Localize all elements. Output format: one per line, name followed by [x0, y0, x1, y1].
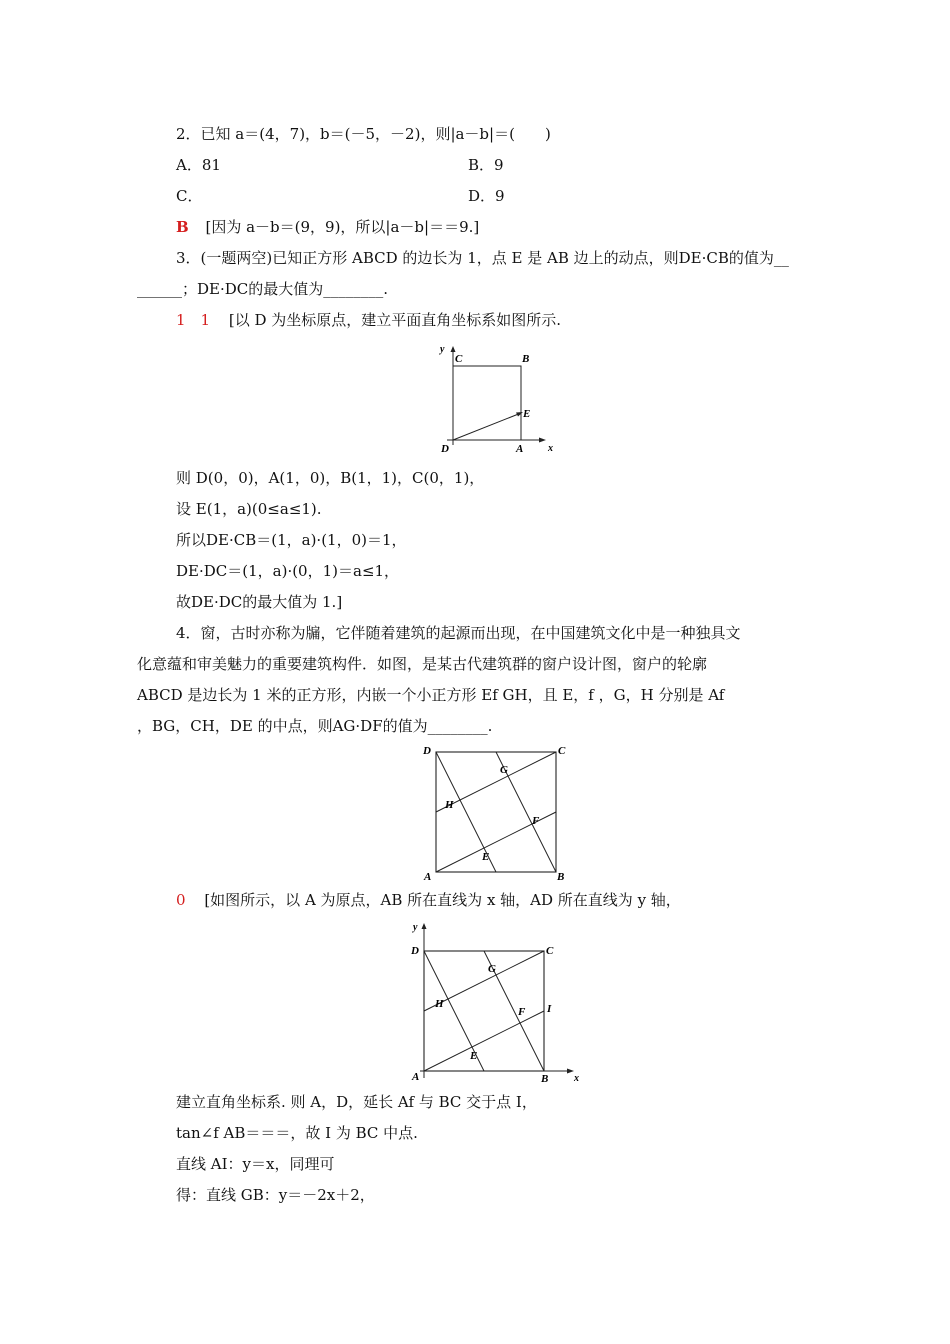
q2-answer-letter: B	[176, 218, 189, 236]
q4-coordinate-figure	[408, 918, 584, 1084]
q3-label-x: x	[548, 443, 553, 454]
q4-fig2-label-h: H	[435, 998, 444, 1010]
q4-solution-line1: 建立直角坐标系. 则 A，D，延长 Af 与 BC 交于点 I，	[176, 1093, 537, 1111]
q4-fig1-label-c: C	[558, 745, 566, 757]
q4-fig2-label-c: C	[546, 945, 554, 957]
q3-square-abcd	[453, 366, 521, 440]
q4-fig2-label-y: y	[413, 922, 418, 933]
q4-fig2-line-ai	[424, 1011, 544, 1071]
q3-stem-line1: 3．(一题两空)已知正方形 ABCD 的边长为 1，点 E 是 AB 边上的动点，则DE·CB的值为__	[176, 249, 789, 267]
q2-answer-text: [因为 a－b＝(9，9)，所以|a－b|＝＝9.]	[205, 218, 480, 236]
q4-fig2-label-d: D	[411, 945, 419, 957]
q4-fig2-label-f: F	[518, 1006, 526, 1018]
q2-answer	[176, 217, 479, 237]
q4-fig1-label-b: B	[557, 871, 565, 882]
q3-solution-line1: 则 D(0，0)，A(1，0)，B(1，1)，C(0，1)，	[176, 469, 485, 487]
q4-fig1-label-d: D	[423, 745, 431, 757]
q4-fig2-label-i: I	[547, 1003, 552, 1015]
q4-solution-line2: tan∠f AB＝＝＝，故 I 为 BC 中点.	[176, 1124, 418, 1142]
q3-solution-line4: DE·DC＝(1，a)·(0，1)＝a≤1，	[176, 562, 400, 580]
q4-fig1-label-f: F	[532, 815, 540, 827]
q3-solution-line3: 所以DE·CB＝(1，a)·(1，0)＝1，	[176, 531, 407, 549]
q3-answer-values: 1 1	[176, 311, 211, 329]
q4-answer-text: [如图所示，以 A 为原点，AB 所在直线为 x 轴，AD 所在直线为 y 轴，	[204, 891, 681, 909]
q4-fig2-label-b: B	[541, 1073, 549, 1084]
q4-fig1-label-e: E	[482, 851, 490, 863]
q4-fig2-label-g: G	[488, 963, 496, 975]
q4-fig1-label-h: H	[445, 799, 454, 811]
q4-fig1-label-g: G	[500, 764, 508, 776]
q4-fig1-label-a: A	[424, 871, 432, 882]
q3-solution-line5: 故DE·DC的最大值为 1.]	[176, 593, 343, 611]
q3-x-axis-arrow	[539, 438, 546, 443]
q3-vector-de	[453, 413, 521, 440]
q2-option-d: D．9	[468, 187, 505, 205]
q3-label-d: D	[441, 443, 449, 455]
q4-solution-line3: 直线 AI：y＝x，同理可	[176, 1155, 335, 1173]
q4-answer-value: 0	[176, 891, 186, 909]
q3-answer-text: [以 D 为坐标原点，建立平面直角坐标系如图所示.	[228, 311, 562, 329]
q4-fig2-label-x: x	[574, 1073, 579, 1084]
q4-line-ch	[436, 752, 556, 812]
q2-option-a: A．81	[176, 156, 221, 174]
q3-y-axis-arrow	[451, 346, 456, 352]
q4-fig2-label-e: E	[470, 1050, 478, 1062]
q4-window-figure	[420, 742, 570, 882]
q3-label-e: E	[523, 408, 531, 420]
q2-stem: 2．已知 a＝(4，7)，b＝(－5，－2)，则|a－b|＝( )	[176, 125, 551, 143]
q4-fig2-square-abcd	[424, 951, 544, 1071]
q3-stem-line2: ______；DE·DC的最大值为________.	[137, 280, 389, 298]
q4-fig2-label-a: A	[412, 1071, 420, 1083]
q4-answer	[176, 890, 681, 910]
q3-label-c: C	[455, 353, 463, 365]
q4-stem-line2: 化意蕴和审美魅力的重要建筑构件．如图，是某古代建筑群的窗户设计图，窗户的轮廓	[137, 655, 708, 673]
q3-coordinate-figure	[432, 340, 554, 458]
q3-answer	[176, 310, 561, 330]
q3-label-a: A	[516, 443, 524, 455]
q4-x-axis-arrow	[567, 1069, 574, 1074]
q4-square-abcd	[436, 752, 556, 872]
q4-stem-line4: ，BG，CH，DE 的中点，则AG·DF的值为________.	[137, 717, 493, 735]
q4-solution-line4: 得：直线 GB：y＝－2x＋2，	[176, 1186, 375, 1204]
q4-y-axis-arrow	[422, 923, 427, 929]
q4-stem-line3: ABCD 是边长为 1 米的正方形，内嵌一个小正方形 Ef GH，且 E，f ，G，H 分别是 Af	[137, 686, 725, 704]
q3-label-b: B	[522, 353, 530, 365]
q3-solution-line2: 设 E(1，a)(0≤a≤1).	[176, 500, 322, 518]
q3-label-y: y	[440, 344, 445, 355]
q2-option-b: B．9	[468, 156, 504, 174]
q4-stem-line1: 4．窗，古时亦称为牖，它伴随着建筑的起源而出现，在中国建筑文化中是一种独具文	[176, 624, 741, 642]
q2-option-c: C．	[176, 187, 203, 205]
q3-vector-de-arrow	[516, 412, 523, 417]
